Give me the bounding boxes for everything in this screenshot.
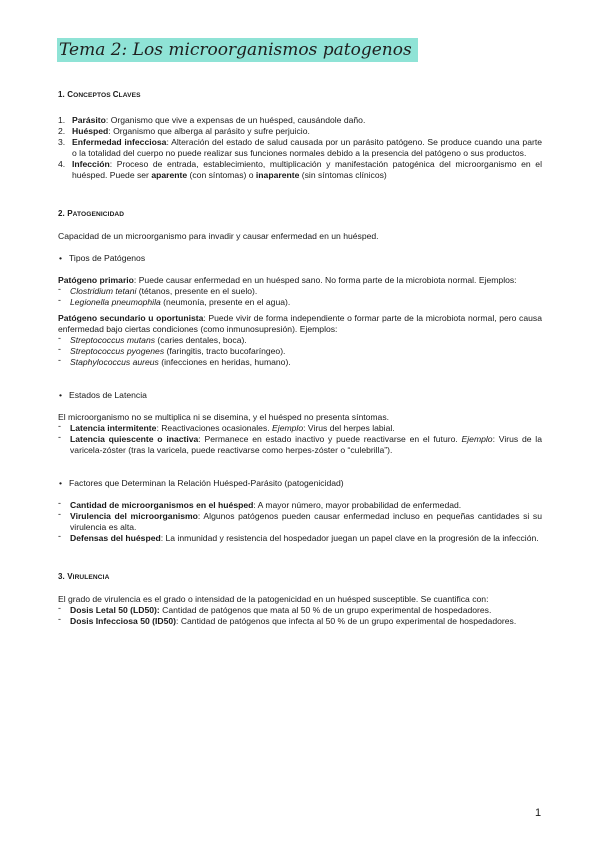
list-item: 3. Enfermedad infecciosa: Alteración del estado de salud causada por un parásito patógeno. Se produce cuando una parte o la totalidad del cuerpo no puede realizar sus funciones normales debido a la presencia del patógeno o sus productos. [58, 137, 543, 158]
list-item: 2. Huésped: Organismo que alberga al parásito y sufre perjuicio. [58, 126, 310, 136]
list-item: - Virulencia del microorganismo: Algunos patógenos pueden causar enfermedad incluso en pequeñas cantidades si su virulencia es alta. [58, 509, 542, 532]
list-item: 4. Infección: Proceso de entrada, establecimiento, multiplicación y manifestación patogénica del microorganismo en el huésped. Puede ser aparente (con síntomas) o inaparente (sin síntomas clínicos) [58, 159, 542, 180]
patogeno-primario: Patógeno primario: Puede causar enfermedad en un huésped sano. No forma parte de la microbiota normal. Ejemplos: [58, 275, 517, 285]
bullet-estados-latencia: • Estados de Latencia [59, 390, 147, 400]
bullet-factores: • Factores que Determinan la Relación Huésped-Parásito (patogenicidad) [59, 478, 344, 488]
page-number: 1 [535, 807, 542, 819]
latencia-intro: El microorganismo no se multiplica ni se disemina, y el huésped no presenta síntomas. [58, 412, 390, 422]
list-item: 1. Parásito: Organismo que vive a expensas de un huésped, causándole daño. [58, 115, 366, 125]
patogeno-secundario: Patógeno secundario u oportunista: Puede vivir de forma independiente o formar parte de la microbiota normal, pero causa enfermedad bajo ciertas condiciones (como inmunosupresión). Ejemplos: [58, 313, 542, 334]
list-item: - Streptococcus mutans (caries dentales, boca). [58, 333, 247, 345]
virulencia-intro: El grado de virulencia es el grado o intensidad de la patogenicidad en un huésped susceptible. Se cuantifica con: [58, 594, 489, 604]
patogenicidad-intro: Capacidad de un microorganismo para invadir y causar enfermedad en un huésped. [58, 231, 379, 241]
list-item: - Staphylococcus aureus (infecciones en heridas, humano). [58, 355, 291, 367]
document-title: Tema 2: Los microorganismos patogenos [57, 38, 418, 62]
section-heading-patogenicidad: 2. PATOGENICIDAD [58, 209, 125, 218]
list-item: - Latencia quiescente o inactiva: Permanece en estado inactivo y puede reactivarse en el futuro. Ejemplo: Virus de la varicela-zóster (tras la varicela, puede reactivarse como herpes-zóster o “culebrilla”). [58, 432, 542, 455]
list-item: - Legionella pneumophila (neumonía, presente en el agua). [58, 295, 291, 307]
list-item: - Streptococcus pyogenes (faringitis, tracto bucofaríngeo). [58, 344, 286, 356]
list-item: - Latencia intermitente: Reactivaciones ocasionales. Ejemplo: Virus del herpes labial. [58, 421, 395, 433]
list-item: - Clostridium tetani (tétanos, presente en el suelo). [58, 284, 258, 296]
bullet-tipos-patogenos: • Tipos de Patógenos [59, 253, 146, 263]
list-item: - Dosis Letal 50 (LD50): Cantidad de patógenos que mata al 50 % de un grupo experimental de hospedadores. [58, 603, 492, 615]
section-heading-conceptos-claves: 1. CONCEPTOS CLAVES [58, 90, 141, 99]
list-item: - Cantidad de microorganismos en el huésped: A mayor número, mayor probabilidad de enfermedad. [58, 498, 462, 510]
list-item: - Dosis Infecciosa 50 (ID50): Cantidad de patógenos que infecta al 50 % de un grupo experimental de hospedadores. [58, 614, 517, 626]
section-heading-virulencia: 3. VIRULENCIA [58, 572, 110, 581]
conceptos-list [58, 115, 542, 181]
list-item: - Defensas del huésped: La inmunidad y resistencia del hospedador juegan un papel clave en la progresión de la infección. [58, 531, 539, 543]
document-page [58, 38, 542, 627]
